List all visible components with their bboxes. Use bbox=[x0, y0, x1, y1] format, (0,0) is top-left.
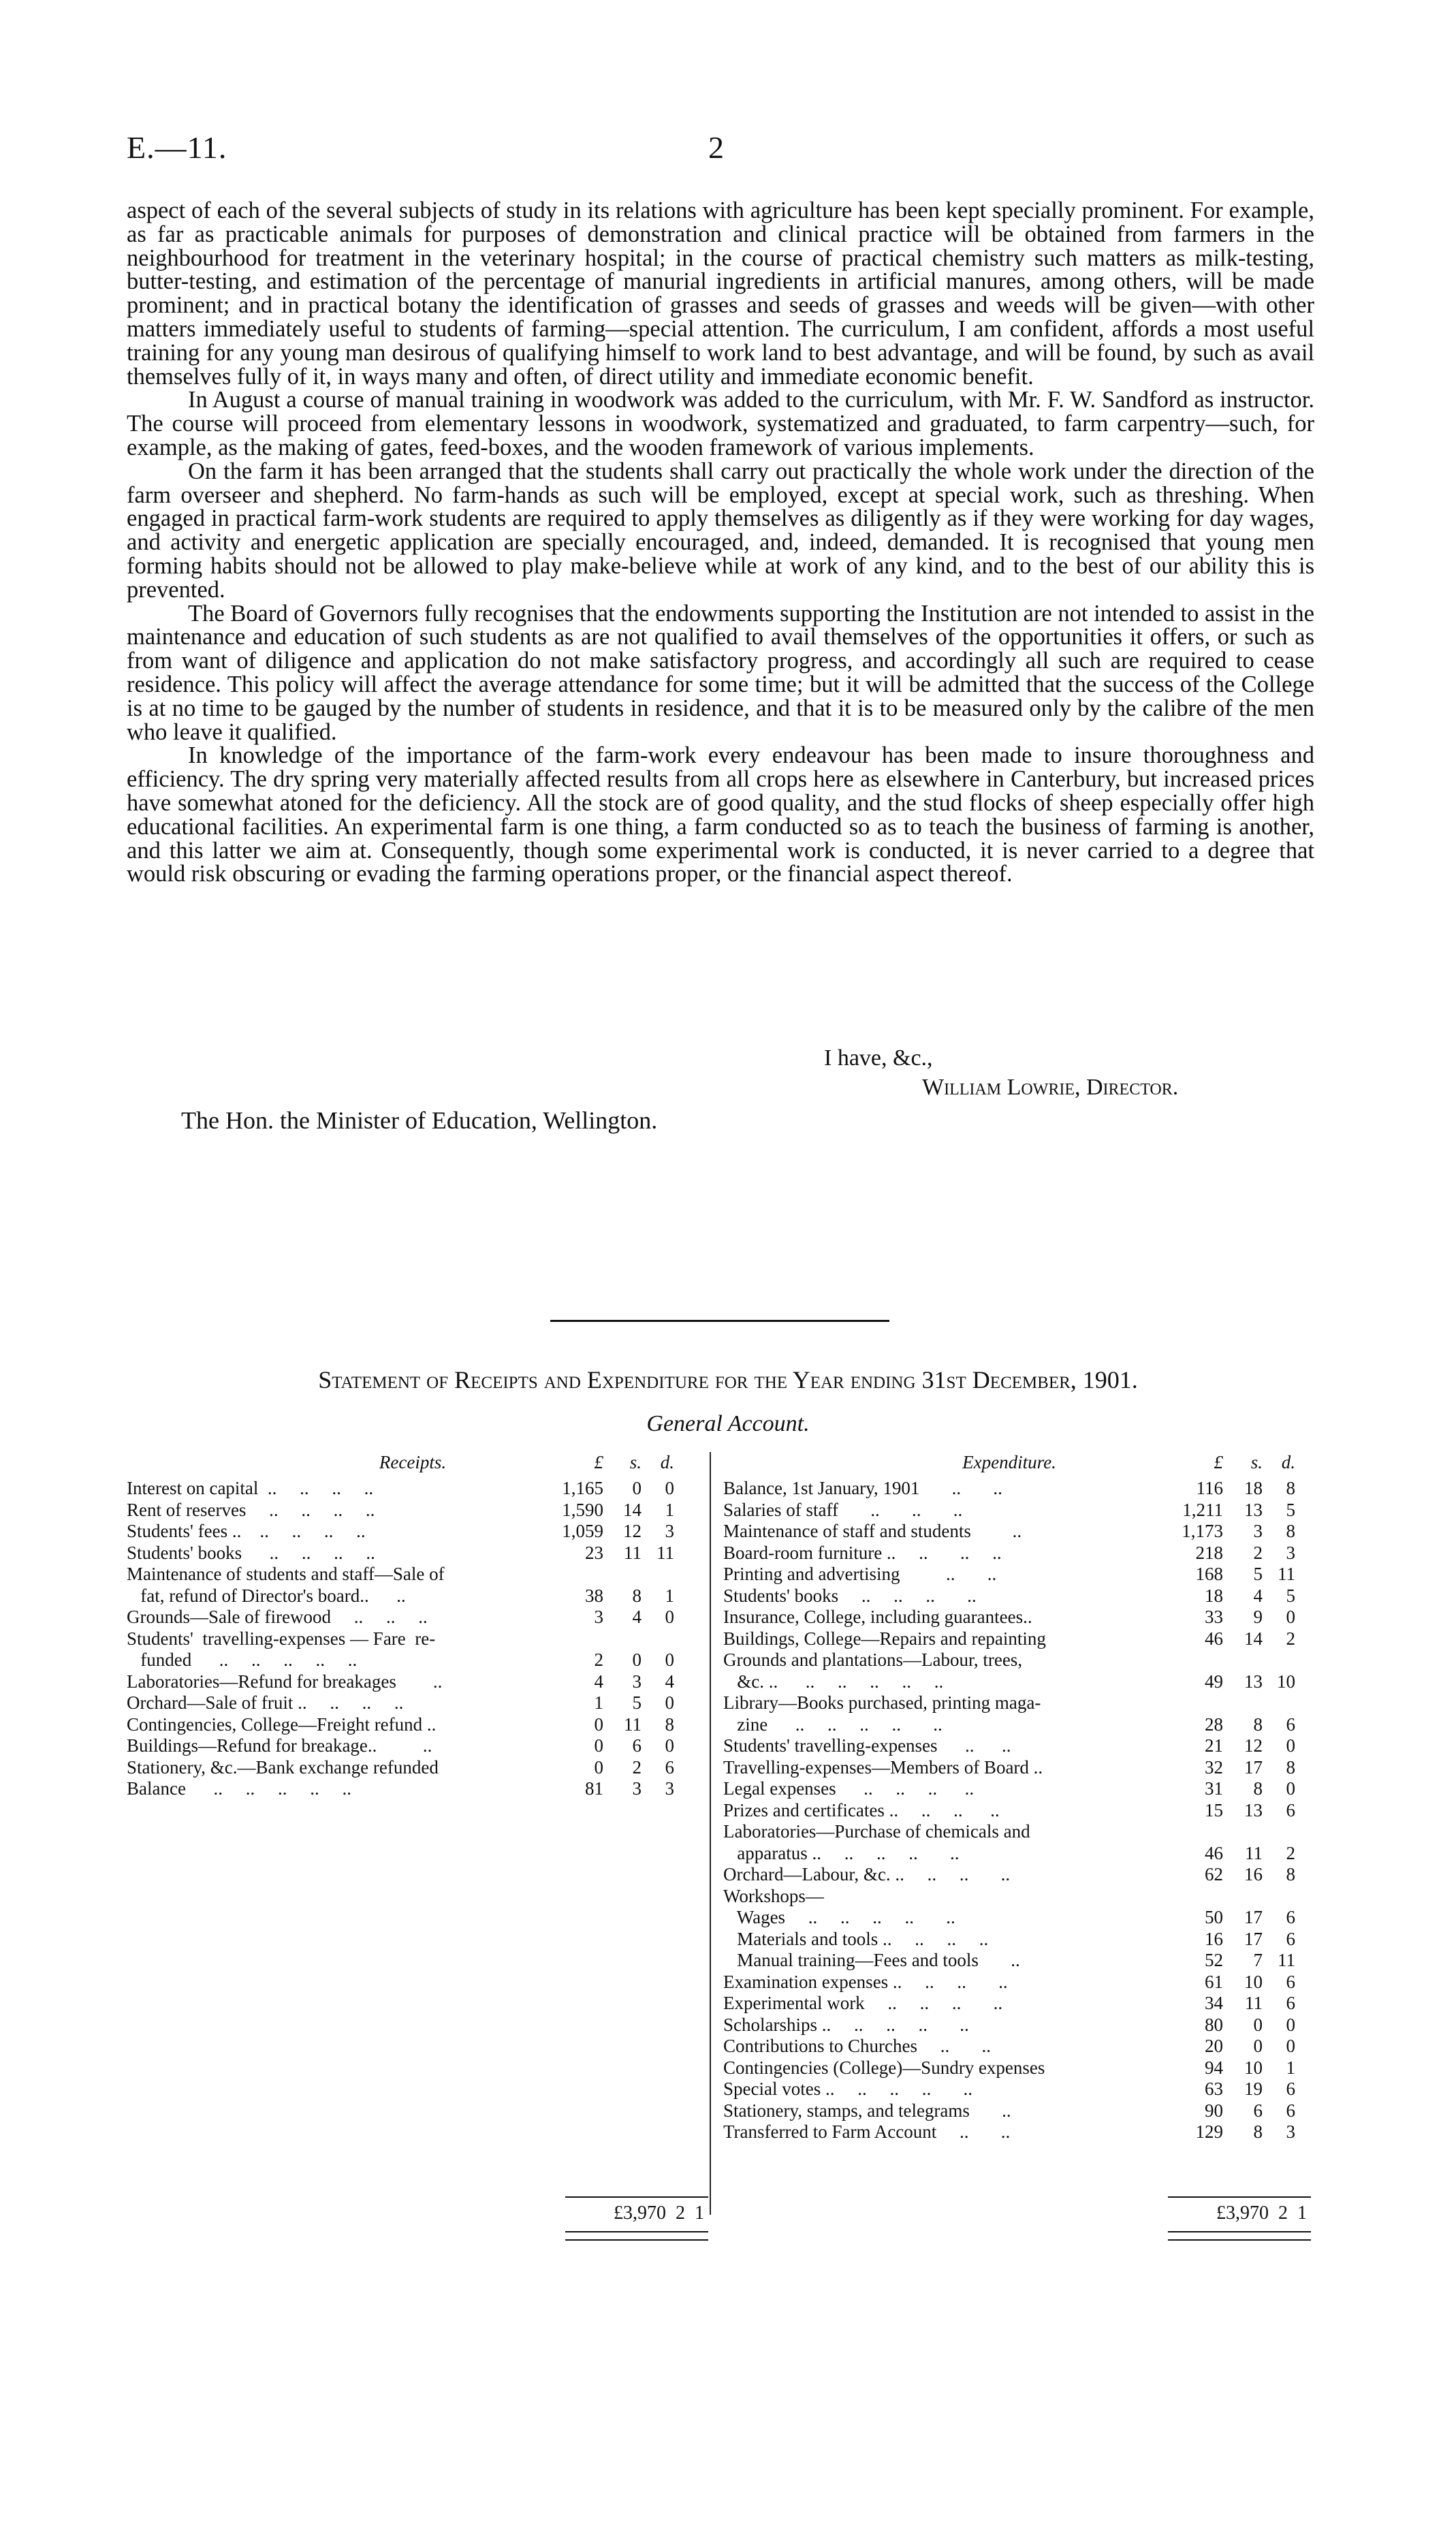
pounds-value: 90 bbox=[1205, 2100, 1223, 2121]
table-row bbox=[723, 1628, 1323, 1650]
table-row bbox=[127, 1543, 712, 1564]
row-label: Wages .. .. .. .. .. bbox=[723, 1907, 955, 1927]
row-label: Experimental work .. .. .. .. bbox=[723, 1993, 1003, 2013]
pence-value: 4 bbox=[665, 1671, 674, 1692]
row-label: Contributions to Churches .. .. bbox=[723, 2036, 991, 2056]
row-label: Buildings—Refund for breakage.. .. bbox=[127, 1735, 432, 1756]
shillings-value: 8 bbox=[1253, 1714, 1263, 1735]
row-label: Laboratories—Refund for breakages .. bbox=[127, 1671, 443, 1692]
pence-value: 6 bbox=[1286, 1799, 1295, 1820]
page-number: 2 bbox=[708, 130, 724, 165]
pounds-value: 2 bbox=[594, 1649, 603, 1670]
table-row bbox=[723, 1714, 1323, 1736]
table-row bbox=[127, 1778, 712, 1800]
shillings-value: 14 bbox=[1244, 1628, 1263, 1649]
pounds-value: 46 bbox=[1205, 1842, 1223, 1863]
table-row bbox=[723, 1757, 1323, 1779]
row-label: Grounds—Sale of firewood .. .. .. bbox=[127, 1607, 428, 1627]
shillings-value: 3 bbox=[632, 1671, 642, 1692]
pence-value: 8 bbox=[1286, 1478, 1295, 1498]
table-row bbox=[723, 1907, 1323, 1929]
pounds-value: 61 bbox=[1205, 1971, 1223, 1992]
shillings-value: 4 bbox=[632, 1607, 642, 1627]
pence-value: 0 bbox=[1286, 2036, 1295, 2056]
row-label: Board-room furniture .. .. .. .. bbox=[723, 1542, 1002, 1563]
pounds-value: 168 bbox=[1195, 1564, 1223, 1584]
receipts-heading: Receipts. bbox=[379, 1452, 447, 1472]
pence-value: 2 bbox=[1286, 1628, 1295, 1649]
pounds-value: 34 bbox=[1205, 1993, 1223, 2013]
table-row bbox=[723, 1800, 1323, 1822]
table-row bbox=[723, 2057, 1323, 2079]
shillings-value: 3 bbox=[632, 1778, 642, 1799]
pence-value: 8 bbox=[1286, 1756, 1295, 1778]
table-row bbox=[723, 1864, 1323, 1886]
shillings-value: 11 bbox=[624, 1542, 642, 1563]
pounds-value: 81 bbox=[585, 1778, 603, 1799]
row-label: &c. .. .. .. .. .. .. bbox=[723, 1671, 944, 1692]
paragraph: On the farm it has been arranged that the students shall carry out practically the whole work under the direction of the farm overseer and shepherd. No farm-hands as such will be employed, except at special work, such as threshing. When engaged in practical farm-work students are required to apply themselves as diligently as if they were working for day wages, and activity and energetic application are specially encouraged, and, indeed, demanded. It is recognised that young men forming habits should not be allowed to play make-believe while at work of any kind, and to the best of our ability this is prevented. bbox=[127, 458, 1314, 603]
row-label: zine .. .. .. .. .. bbox=[723, 1714, 943, 1735]
pounds-value: 20 bbox=[1205, 2036, 1223, 2056]
pence-value: 0 bbox=[1286, 1607, 1295, 1627]
table-row bbox=[723, 1543, 1323, 1564]
pounds-value: 80 bbox=[1205, 2014, 1223, 2035]
pounds-value: 94 bbox=[1205, 2057, 1223, 2078]
pence-value: 0 bbox=[1286, 1778, 1295, 1799]
shillings-value: 12 bbox=[623, 1521, 642, 1541]
table-row bbox=[127, 1735, 712, 1757]
row-label: Transferred to Farm Account .. .. bbox=[723, 2121, 1011, 2142]
pence-value: 6 bbox=[1286, 1928, 1295, 1949]
pence-header: d. bbox=[660, 1452, 674, 1472]
pence-value: 6 bbox=[1286, 2079, 1295, 2099]
pence-value: 5 bbox=[1286, 1585, 1295, 1606]
table-row bbox=[723, 1649, 1323, 1671]
pounds-value: 23 bbox=[585, 1542, 603, 1563]
pence-value: 6 bbox=[1286, 1971, 1295, 1992]
row-label: Stationery, &c.—Bank exchange refunded bbox=[127, 1756, 439, 1778]
pence-value: 2 bbox=[1286, 1842, 1295, 1863]
row-label: Maintenance of students and staff—Sale of bbox=[127, 1564, 445, 1584]
pence-value: 5 bbox=[1286, 1499, 1295, 1520]
pence-value: 11 bbox=[1278, 1564, 1295, 1584]
pounds-value: 33 bbox=[1205, 1607, 1223, 1627]
row-label: Balance .. .. .. .. .. bbox=[127, 1778, 351, 1799]
pounds-value: 1,590 bbox=[562, 1499, 603, 1520]
shillings-value: 17 bbox=[1244, 1928, 1263, 1949]
pounds-value: 1,165 bbox=[562, 1478, 603, 1498]
shillings-value: 8 bbox=[1253, 2121, 1263, 2142]
pounds-value: 1,211 bbox=[1182, 1499, 1223, 1520]
row-label: Orchard—Labour, &c. .. .. .. .. bbox=[723, 1864, 1011, 1884]
row-label: Manual training—Fees and tools .. bbox=[723, 1950, 1020, 1970]
expenditure-table bbox=[723, 1452, 1323, 2256]
pence-value: 0 bbox=[665, 1735, 674, 1756]
table-row bbox=[723, 1972, 1323, 1993]
table-row bbox=[723, 2036, 1323, 2057]
pounds-value: 3 bbox=[594, 1607, 603, 1627]
statement-title: Statement of Receipts and Expenditure for the Year ending 31st December, 1901. bbox=[318, 1366, 1138, 1393]
pence-value: 8 bbox=[1286, 1864, 1295, 1884]
table-row bbox=[723, 2121, 1323, 2143]
shillings-header: s. bbox=[629, 1452, 642, 1472]
pence-value: 3 bbox=[665, 1778, 674, 1799]
row-label: Students' travelling-expenses .. .. bbox=[723, 1735, 1011, 1756]
pounds-value: 218 bbox=[1195, 1542, 1223, 1563]
row-label: Travelling-expenses—Members of Board .. bbox=[723, 1756, 1043, 1778]
row-label: Buildings, College—Repairs and repainting bbox=[723, 1628, 1046, 1649]
row-label: Insurance, College, including guarantees.. bbox=[723, 1607, 1032, 1627]
shillings-value: 14 bbox=[623, 1499, 642, 1520]
section-divider bbox=[550, 1320, 889, 1322]
shillings-value: 5 bbox=[1253, 1564, 1263, 1584]
row-label: Students' fees .. .. .. .. .. bbox=[127, 1521, 366, 1541]
table-row bbox=[723, 1521, 1323, 1543]
shillings-value: 2 bbox=[1253, 1542, 1263, 1563]
pounds-value: 38 bbox=[585, 1585, 603, 1606]
shillings-value: 9 bbox=[1253, 1607, 1263, 1627]
table-row bbox=[127, 1714, 712, 1736]
row-label: Balance, 1st January, 1901 .. .. bbox=[723, 1478, 1002, 1498]
pence-value: 0 bbox=[665, 1607, 674, 1627]
paragraph: aspect of each of the several subjects of study in its relations with agriculture has been kept specially prominent. For example, as far as practicable animals for purposes of demonstration and clinical practice will be obtained from farmers in the neighbourhood for treatment in the veterinary hospital; in the course of practical chemistry such matters as milk-testing, butter-testing, and estimation of the percentage of manurial ingredients in artificial manures, among others, will be made prominent; and in practical botany the identification of grasses and seeds of grasses and weeds will be given—with other matters immediately useful to students of farming—special attention. The curriculum, I am confident, affords a most useful training for any young man desirous of qualifying himself to work land to best advantage, and will be found, by such as avail themselves fully of it, in ways many and often, of direct utility and immediate economic benefit. bbox=[127, 198, 1314, 390]
table-row bbox=[723, 1564, 1323, 1585]
expenditure-total: £3,970 2 1 bbox=[1216, 2203, 1307, 2224]
shillings-value: 8 bbox=[632, 1585, 642, 1606]
pounds-value: 116 bbox=[1196, 1478, 1223, 1498]
signature: William Lowrie, Director. bbox=[922, 1075, 1179, 1100]
pence-value: 3 bbox=[665, 1521, 674, 1541]
pounds-value: 18 bbox=[1205, 1585, 1223, 1606]
pounds-value: 21 bbox=[1205, 1735, 1223, 1756]
row-label: Maintenance of staff and students .. bbox=[723, 1521, 1022, 1541]
expenditure-total-rule bbox=[1168, 2196, 1311, 2198]
shillings-value: 6 bbox=[1253, 2100, 1263, 2121]
pounds-value: 0 bbox=[594, 1714, 603, 1735]
pounds-value: 0 bbox=[594, 1756, 603, 1778]
pence-value: 0 bbox=[665, 1692, 674, 1713]
row-label: Workshops— bbox=[723, 1885, 824, 1906]
table-row bbox=[723, 1478, 1323, 1500]
row-label: Library—Books purchased, printing maga- bbox=[723, 1692, 1041, 1713]
paragraph: In knowledge of the importance of the farm-work every endeavour has been made to insure thoroughness and efficiency. The dry spring very materially affected results from all crops here as elsewhere in Canterbury, but increased prices have somewhat atoned for the deficiency. All the stock are of good quality, and the stud flocks of sheep especially offer high educational facilities. An experimental farm is one thing, a farm conducted so as to teach the business of farming is another, and this latter we aim at. Consequently, though some experimental work is conducted, it is never carried to a degree that would risk obscuring or evading the farming operations proper, or the financial aspect thereof. bbox=[127, 742, 1314, 887]
pence-value: 6 bbox=[665, 1756, 674, 1778]
row-label: Special votes .. .. .. .. .. bbox=[723, 2079, 972, 2099]
row-label: apparatus .. .. .. .. .. bbox=[723, 1842, 960, 1863]
pence-value: 1 bbox=[1286, 2057, 1295, 2078]
shillings-value: 18 bbox=[1244, 1478, 1263, 1498]
pence-value: 6 bbox=[1286, 1993, 1295, 2013]
shillings-value: 11 bbox=[1245, 1993, 1263, 2013]
table-row bbox=[127, 1692, 712, 1714]
table-row bbox=[723, 1692, 1323, 1714]
pounds-value: 1,173 bbox=[1182, 1521, 1223, 1541]
table-row bbox=[723, 1671, 1323, 1693]
shillings-value: 13 bbox=[1244, 1799, 1263, 1820]
pence-value: 10 bbox=[1277, 1671, 1295, 1692]
table-row bbox=[723, 1607, 1323, 1628]
row-label: Materials and tools .. .. .. .. bbox=[723, 1928, 989, 1949]
pence-header: d. bbox=[1281, 1452, 1295, 1472]
pence-value: 6 bbox=[1286, 2100, 1295, 2121]
table-row bbox=[127, 1649, 712, 1671]
shillings-value: 8 bbox=[1253, 1778, 1263, 1799]
shillings-value: 17 bbox=[1244, 1756, 1263, 1778]
receipts-total-double-rule bbox=[565, 2231, 708, 2241]
row-label: Grounds and plantations—Labour, trees, bbox=[723, 1649, 1023, 1670]
pence-value: 1 bbox=[665, 1499, 674, 1520]
shillings-value: 2 bbox=[632, 1756, 642, 1778]
pounds-value: 49 bbox=[1205, 1671, 1223, 1692]
pence-value: 8 bbox=[1286, 1521, 1295, 1541]
pounds-value: 52 bbox=[1205, 1950, 1223, 1970]
row-label: Examination expenses .. .. .. .. bbox=[723, 1971, 1008, 1992]
shillings-value: 3 bbox=[1253, 1521, 1263, 1541]
row-label: Printing and advertising .. .. bbox=[723, 1564, 997, 1584]
shillings-value: 0 bbox=[632, 1478, 642, 1498]
table-row bbox=[723, 1929, 1323, 1951]
row-label: Orchard—Sale of fruit .. .. .. .. bbox=[127, 1692, 404, 1713]
report-body bbox=[127, 199, 1314, 886]
row-label: Rent of reserves .. .. .. .. bbox=[127, 1499, 375, 1520]
pounds-value: 1,059 bbox=[562, 1521, 603, 1541]
pence-value: 3 bbox=[1286, 2121, 1295, 2142]
shillings-value: 0 bbox=[1253, 2014, 1263, 2035]
receipts-total: £3,970 2 1 bbox=[614, 2203, 704, 2224]
pence-value: 0 bbox=[1286, 1735, 1295, 1756]
shillings-value: 13 bbox=[1244, 1499, 1263, 1520]
pence-value: 3 bbox=[1286, 1542, 1295, 1563]
table-row bbox=[127, 1757, 712, 1779]
shillings-value: 17 bbox=[1244, 1907, 1263, 1927]
shillings-value: 0 bbox=[632, 1649, 642, 1670]
shillings-value: 10 bbox=[1244, 2057, 1263, 2078]
pounds-value: 28 bbox=[1205, 1714, 1223, 1735]
row-label: fat, refund of Director's board.. .. bbox=[127, 1585, 406, 1606]
shillings-header: s. bbox=[1250, 1452, 1263, 1472]
table-row bbox=[723, 1585, 1323, 1607]
shillings-value: 6 bbox=[632, 1735, 642, 1756]
pounds-value: 63 bbox=[1205, 2079, 1223, 2099]
pounds-value: 4 bbox=[594, 1671, 603, 1692]
row-label: Stationery, stamps, and telegrams .. bbox=[723, 2100, 1011, 2121]
pence-value: 1 bbox=[665, 1585, 674, 1606]
pounds-value: 62 bbox=[1205, 1864, 1223, 1884]
shillings-value: 11 bbox=[1245, 1842, 1263, 1863]
document-reference: E.—11. bbox=[127, 130, 227, 165]
row-label: Scholarships .. .. .. .. .. bbox=[723, 2014, 969, 2035]
pounds-value: 32 bbox=[1205, 1756, 1223, 1778]
pounds-header: £ bbox=[1214, 1452, 1223, 1472]
table-row bbox=[127, 1671, 712, 1693]
shillings-value: 13 bbox=[1244, 1671, 1263, 1692]
pounds-value: 0 bbox=[594, 1735, 603, 1756]
shillings-value: 0 bbox=[1253, 2036, 1263, 2056]
pence-value: 6 bbox=[1286, 1714, 1295, 1735]
table-row bbox=[723, 1886, 1323, 1908]
pence-value: 11 bbox=[1278, 1950, 1295, 1970]
pence-value: 11 bbox=[656, 1542, 674, 1563]
paragraph: The Board of Governors fully recognises that the endowments supporting the Institution are not intended to assist in the maintenance and education of such students as are not qualified to avail themselves of the opportunities it offers, or such as from want of diligence and application do not make satisfactory progress, and accordingly all such are required to cease residence. This policy will affect the average attendance for some time; but it will be admitted that the success of the College is at no time to be gauged by the number of students in residence, and that it is to be measured only by the calibre of the men who leave it qualified. bbox=[127, 600, 1314, 745]
pounds-header: £ bbox=[594, 1452, 603, 1472]
table-row bbox=[723, 2079, 1323, 2100]
paragraph: In August a course of manual training in woodwork was added to the curriculum, with Mr. F. W. Sandford as instructor. The course will proceed from elementary lessons in woodwork, systematized and graduated, to farm carpentry—such, for example, as the making of gates, feed-boxes, and the wooden framework of various implements. bbox=[127, 387, 1314, 460]
table-row bbox=[723, 2015, 1323, 2036]
table-row bbox=[127, 1521, 712, 1543]
addressee: The Hon. the Minister of Education, Wellington. bbox=[181, 1107, 658, 1134]
pounds-value: 129 bbox=[1195, 2121, 1223, 2142]
row-label: Students' travelling-expenses — Fare re- bbox=[127, 1628, 436, 1649]
column-divider bbox=[710, 1452, 711, 2215]
table-row bbox=[723, 1735, 1323, 1757]
table-row bbox=[723, 1950, 1323, 1972]
closing-line: I have, &c., bbox=[824, 1045, 933, 1071]
shillings-value: 4 bbox=[1253, 1585, 1263, 1606]
table-row bbox=[723, 1993, 1323, 2015]
pence-value: 0 bbox=[1286, 2014, 1295, 2035]
row-label: Contingencies (College)—Sundry expenses bbox=[723, 2057, 1045, 2078]
expenditure-total-double-rule bbox=[1168, 2231, 1311, 2241]
row-label: Students' books .. .. .. .. bbox=[723, 1585, 977, 1606]
table-row bbox=[127, 1607, 712, 1628]
row-label: Laboratories—Purchase of chemicals and bbox=[723, 1821, 1030, 1842]
row-label: funded .. .. .. .. .. bbox=[127, 1649, 358, 1670]
pounds-value: 31 bbox=[1205, 1778, 1223, 1799]
row-label: Contingencies, College—Freight refund .. bbox=[127, 1714, 437, 1735]
table-row bbox=[723, 1843, 1323, 1865]
row-label: Legal expenses .. .. .. .. bbox=[723, 1778, 975, 1799]
pounds-value: 46 bbox=[1205, 1628, 1223, 1649]
shillings-value: 12 bbox=[1244, 1735, 1263, 1756]
pence-value: 0 bbox=[665, 1649, 674, 1670]
pence-value: 6 bbox=[1286, 1907, 1295, 1927]
shillings-value: 16 bbox=[1244, 1864, 1263, 1884]
table-row bbox=[723, 1500, 1323, 1521]
shillings-value: 10 bbox=[1244, 1971, 1263, 1992]
shillings-value: 7 bbox=[1253, 1950, 1263, 1970]
shillings-value: 19 bbox=[1244, 2079, 1263, 2099]
table-row bbox=[127, 1500, 712, 1521]
table-row bbox=[127, 1478, 712, 1500]
receipts-table bbox=[127, 1452, 712, 2256]
shillings-value: 5 bbox=[632, 1692, 642, 1713]
pence-value: 8 bbox=[665, 1714, 674, 1735]
pounds-value: 16 bbox=[1205, 1928, 1223, 1949]
shillings-value: 11 bbox=[624, 1714, 642, 1735]
row-label: Interest on capital .. .. .. .. bbox=[127, 1478, 374, 1498]
row-label: Prizes and certificates .. .. .. .. bbox=[723, 1799, 1000, 1820]
table-row bbox=[127, 1564, 712, 1585]
row-label: Salaries of staff .. .. .. bbox=[723, 1499, 963, 1520]
table-row bbox=[127, 1628, 712, 1650]
pence-value: 0 bbox=[665, 1478, 674, 1498]
table-row bbox=[723, 1778, 1323, 1800]
table-row bbox=[723, 2100, 1323, 2122]
statement-subtitle: General Account. bbox=[646, 1411, 810, 1436]
pounds-value: 15 bbox=[1205, 1799, 1223, 1820]
pounds-value: 50 bbox=[1205, 1907, 1223, 1927]
pounds-value: 1 bbox=[594, 1692, 603, 1713]
row-label: Students' books .. .. .. .. bbox=[127, 1542, 375, 1563]
receipts-total-rule bbox=[565, 2196, 708, 2198]
table-row bbox=[723, 1821, 1323, 1843]
expenditure-heading: Expenditure. bbox=[962, 1452, 1056, 1472]
table-row bbox=[127, 1585, 712, 1607]
